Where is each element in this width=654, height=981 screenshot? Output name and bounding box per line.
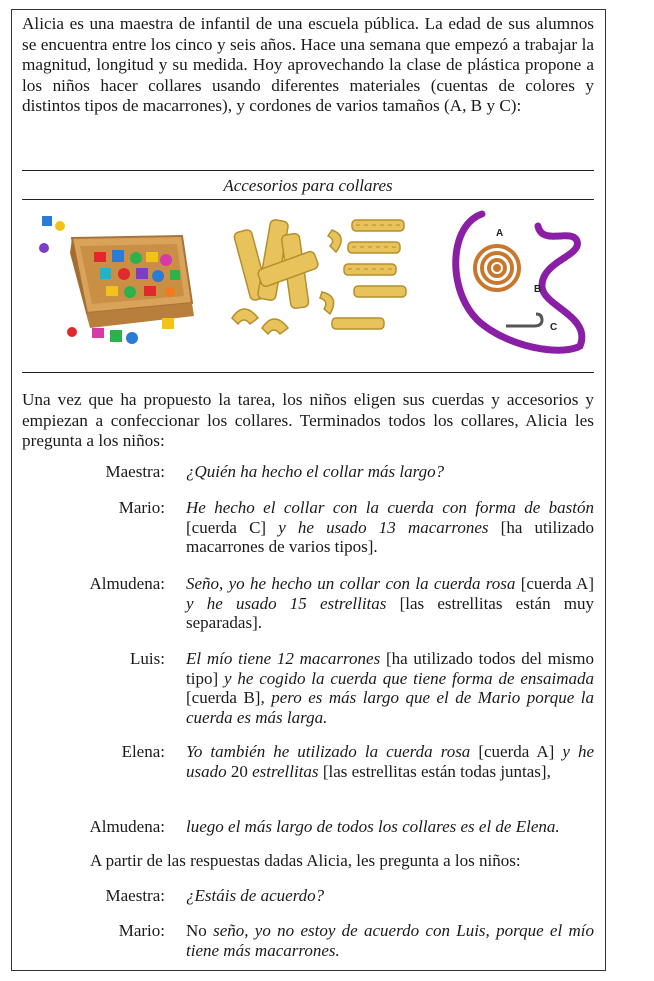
elbow-macaroni — [320, 292, 334, 314]
pasta-image — [222, 210, 422, 350]
bead — [160, 254, 172, 266]
bead — [100, 268, 111, 279]
speaker: Mario: — [118, 498, 165, 517]
utterance: Seño, yo he hecho un collar con la cuerda rosa [cuerda A] y he usado 15 estrellitas [las estrellitas están muy separadas]. — [186, 574, 594, 632]
bead — [118, 268, 130, 280]
bead — [136, 268, 148, 279]
utterance: luego el más largo de todos los collares es el de Elena. — [186, 817, 560, 836]
utterance: Yo también he utilizado la cuerda rosa [cuerda A] y he usado 20 estrellitas [las estrellitas están todas juntas], — [186, 742, 594, 781]
accessories-figure — [22, 204, 594, 364]
speaker: Almudena: — [89, 574, 165, 593]
cord-b-spiral — [475, 246, 519, 290]
elbow-macaroni — [262, 319, 288, 334]
speaker: Mario: — [118, 921, 165, 940]
bead — [130, 252, 142, 264]
speaker: Maestra: — [105, 462, 165, 481]
intro-paragraph: Alicia es una maestra de infantil de una escuela pública. La edad de sus alumnos se encuentra entre los cinco y seis años. Hace una semana que empezó a trabajar la magnitud, longitud y su medida. Hoy aprovechando la clase de plástica propone a los niños hacer collares usando diferentes materiales (cuentas de colores y distintos tipos de macarrones), y cordones de varios tamaños (A, B y C): — [22, 14, 594, 116]
cord-label-b: B — [534, 284, 542, 295]
elbow-macaroni — [328, 230, 341, 252]
bead — [112, 250, 124, 262]
bead — [94, 252, 106, 262]
figure-bottom-rule — [22, 372, 594, 373]
bead — [146, 252, 158, 262]
bead — [67, 327, 77, 337]
bead — [170, 270, 180, 280]
utterance: No seño, yo no estoy de acuerdo con Luis, porque el mío tiene más macarrones. — [186, 921, 594, 960]
speaker: Almudena: — [89, 817, 165, 836]
task-paragraph: Una vez que ha propuesto la tarea, los niños eligen sus cuerdas y accesorios y empiezan a confeccionar los collares. Terminados todos los collares, Alicia les pregunta a los niños: — [22, 390, 594, 451]
bead — [124, 286, 136, 298]
bead — [92, 328, 104, 338]
elbow-macaroni — [232, 309, 258, 324]
speaker: Maestra: — [105, 886, 165, 905]
fusilli — [332, 318, 384, 329]
caption-bottom-rule — [22, 199, 594, 200]
figure-caption: Accesorios para collares — [223, 176, 393, 195]
narration-line: A partir de las respuestas dadas Alicia, les pregunta a los niños: — [90, 851, 521, 870]
speaker: Luis: — [130, 649, 165, 668]
bead — [144, 286, 156, 296]
bead — [110, 330, 122, 342]
cords-image — [442, 206, 592, 364]
caption-top-rule — [22, 170, 594, 171]
bead — [162, 318, 174, 329]
fusilli — [354, 286, 406, 297]
utterance: ¿Estáis de acuerdo? — [186, 886, 325, 905]
bead — [165, 287, 175, 297]
utterance: ¿Quién ha hecho el collar más largo? — [186, 462, 445, 481]
cord-label-a: A — [496, 228, 504, 239]
utterance: El mío tiene 12 macarrones [ha utilizado todos del mismo tipo] y he cogido la cuerda que tiene forma de ensaimada [cuerda B], pero es más largo que el de Mario porque la cuerda es más larga. — [186, 649, 594, 727]
bead — [106, 286, 118, 296]
bead-box-image — [32, 208, 202, 358]
cord-a-pink — [456, 214, 582, 350]
speaker: Elena: — [121, 742, 165, 761]
bead — [39, 243, 49, 253]
bead — [55, 221, 65, 231]
utterance: He hecho el collar con la cuerda con forma de bastón [cuerda C] y he usado 13 macarrones [ha utilizado macarrones de varios tipos]. — [186, 498, 594, 556]
bead — [126, 332, 138, 344]
cord-label-c: C — [550, 322, 558, 333]
cord-c-cane — [506, 314, 542, 326]
bead — [42, 216, 52, 226]
bead — [152, 270, 164, 282]
